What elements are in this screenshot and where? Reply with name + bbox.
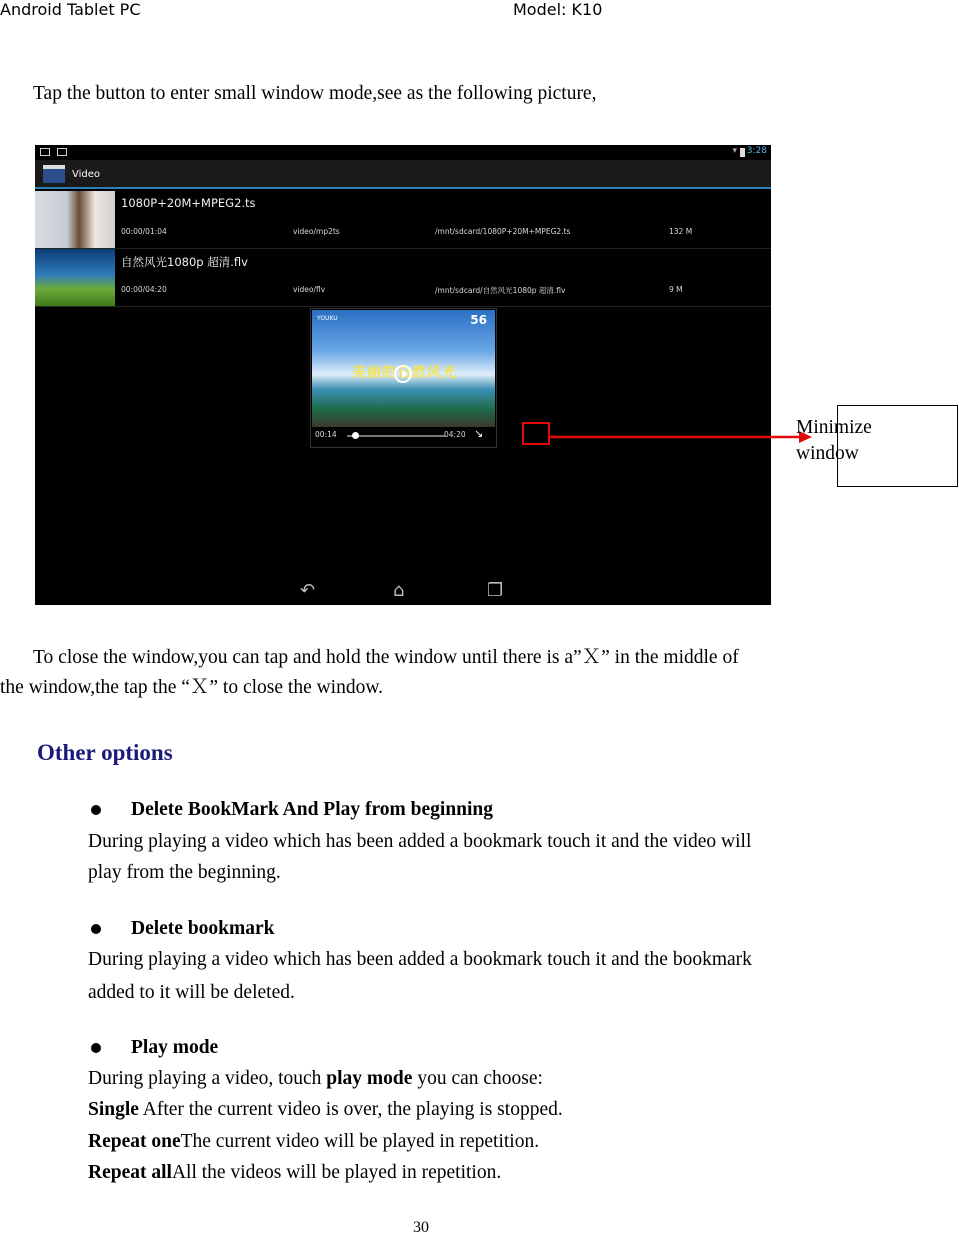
app-title: Video (72, 169, 101, 180)
video-path: /mnt/sdcard/1080P+20M+MPEG2.ts (435, 227, 571, 236)
option-text-line: During playing a video which has been added a bookmark touch it and the video will (88, 831, 752, 852)
option-title: Delete BookMark And Play from beginning (131, 799, 494, 820)
bullet-icon (91, 805, 101, 815)
video-mime-type: video/mp2ts (293, 227, 340, 236)
video-duration: 00:00/01:04 (121, 227, 167, 236)
option-text-line: During playing a video which has been added a bookmark touch it and the bookmark (88, 949, 752, 970)
video-caption: 美丽的自然风光 (352, 365, 457, 381)
header-model: Model: K10 (513, 0, 603, 19)
header-product: Android Tablet PC (0, 0, 141, 19)
video-duration: 00:00/04:20 (121, 285, 167, 294)
close-text-line-2: the window,the tap the “Ｘ” to close the window. (0, 677, 384, 698)
wifi-icon: ▾ (732, 146, 737, 156)
video-file-name: 自然风光1080p 超清.flv (121, 255, 248, 269)
option-text-line: added to it will be deleted. (88, 982, 295, 1003)
play-mode-repeat-all (88, 1163, 501, 1183)
option-text-line: play from the beginning. (88, 862, 281, 883)
status-time: 3:28 (746, 146, 767, 156)
mode-name: Repeat all (88, 1162, 172, 1183)
callout-label (796, 415, 872, 467)
video-mime-type: video/flv (293, 285, 326, 294)
option-text-suffix: you can choose: (412, 1068, 543, 1089)
play-mode-repeat-one (88, 1132, 539, 1152)
mode-description: The current video will be played in repetition. (180, 1131, 540, 1152)
play-mode-single (88, 1100, 563, 1120)
close-text-line-1: To close the window,you can tap and hold the window until there is a”Ｘ” in the middle of (33, 647, 739, 668)
bullet-icon (91, 1043, 101, 1053)
video-path: /mnt/sdcard/自然风光1080p 超清.flv (435, 286, 566, 295)
callout-line-2: window (796, 443, 859, 464)
video-size: 9 M (669, 285, 683, 294)
total-time: 04:20 (444, 430, 466, 439)
mode-description: All the videos will be played in repetition. (171, 1162, 502, 1183)
page-number: 30 (413, 1219, 429, 1236)
video-size: 132 M (669, 227, 693, 236)
56-logo: 56 (470, 313, 487, 327)
minimize-window-icon[interactable]: ↘ (474, 427, 484, 440)
option-title: Play mode (131, 1037, 219, 1058)
option-text-bold: play mode (326, 1068, 413, 1089)
mode-name: Single (88, 1099, 139, 1120)
back-icon[interactable]: ↶ (300, 580, 316, 601)
recent-apps-icon[interactable]: ❐ (487, 580, 504, 601)
mode-description: After the current video is over, the playing is stopped. (138, 1099, 563, 1120)
elapsed-time: 00:14 (315, 430, 337, 439)
bullet-icon (91, 924, 101, 934)
section-heading: Other options (37, 740, 173, 765)
callout-line-1: Minimize (796, 417, 872, 438)
intro-text: Tap the button to enter small window mode,see as the following picture, (33, 83, 597, 104)
mode-name: Repeat one (88, 1131, 181, 1152)
option-text-line (88, 1069, 543, 1089)
video-file-name: 1080P+20M+MPEG2.ts (121, 196, 256, 210)
youku-logo: YOUKU (317, 315, 338, 322)
option-text-prefix: During playing a video, touch (88, 1068, 327, 1089)
home-icon[interactable]: ⌂ (393, 580, 405, 601)
option-title: Delete bookmark (131, 918, 275, 939)
